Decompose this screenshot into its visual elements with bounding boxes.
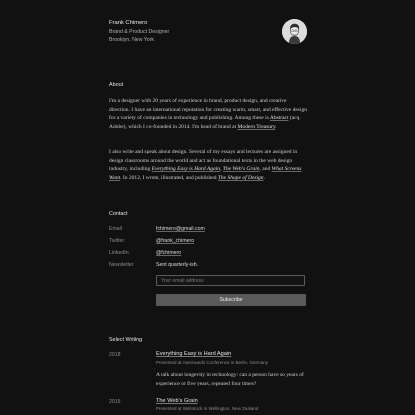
email-label: Email	[109, 226, 122, 232]
twitter-link[interactable]: @frank_chimero	[156, 238, 195, 244]
contact-heading: Contact	[109, 211, 128, 217]
contact-linkedin-row	[109, 250, 307, 259]
linkedin-link[interactable]: @fchimero	[156, 250, 182, 256]
writing-year: 2018	[109, 352, 121, 358]
shape-of-design-link[interactable]: The Shape of Design	[217, 175, 264, 182]
modern-treasury-link[interactable]: Modern Treasury	[237, 124, 276, 131]
profile-role: Brand & Product Designer	[109, 28, 170, 35]
writing-title-link[interactable]: Everything Easy is Hard Again	[156, 351, 232, 357]
profile-location: Brooklyn, New York	[109, 37, 154, 43]
writing-title-link[interactable]: The Web's Grain	[156, 398, 198, 404]
linkedin-label: LinkedIn	[109, 250, 129, 256]
writing-meta: Presented at Aarenweds Conference in Berlin, Germany	[156, 360, 269, 365]
writing-description: A talk about longevity in technology: can a person have so years of experience or five years, repeated four times?	[156, 372, 304, 387]
portrait-illustration-icon	[282, 19, 307, 44]
subscribe-button[interactable]: Subscribe	[156, 294, 306, 306]
about-paragraph-2: I also write and speak about design. Several of my essays and lectures are assigned in design classrooms around the world and act as foundational texts in the web design industry, including Everything Easy is Hard Again, The Web's Grain, and What Screens Want. In 2012, I wrote, illustrated, and published The Shape of Design.	[109, 149, 302, 182]
about-heading: About	[109, 82, 124, 88]
contact-email-row	[109, 226, 307, 235]
newsletter-email-input[interactable]	[156, 275, 305, 286]
writing-year: 2015	[109, 399, 121, 405]
contact-twitter-row	[109, 238, 307, 247]
newsletter-frequency: Sent quarterly-ish.	[156, 262, 199, 268]
select-writing-heading: Select Writing	[109, 337, 143, 343]
writing-meta: Presented at Webstock in Wellington, New Zealand	[156, 406, 259, 411]
webs-grain-link[interactable]: The Web's Grain	[222, 166, 260, 173]
abstract-link[interactable]: Abstract	[269, 115, 289, 122]
twitter-label: Twitter	[109, 238, 125, 244]
newsletter-label: Newsletter	[109, 262, 134, 268]
email-link[interactable]: fchimero@gmail.com	[156, 226, 205, 232]
profile-name: Frank Chimero	[109, 20, 148, 26]
profile-header	[109, 19, 307, 47]
avatar	[282, 19, 307, 44]
what-screens-want-link[interactable]: What Screens Want	[109, 166, 302, 182]
everything-easy-link[interactable]: Everything Easy is Hard Again	[151, 166, 221, 173]
about-paragraph-1: I'm a designer with 20 years of experience in brand, product design, and creative direction. I have an international reputation for creating warm, smart, and effective design for a variety of companies in technology and publishing. Among these is Abstract (acq. Adobe), which I co-founded in 2014. I'm head of brand at Modern Treasury.	[109, 98, 307, 131]
contact-newsletter-row	[109, 262, 307, 271]
